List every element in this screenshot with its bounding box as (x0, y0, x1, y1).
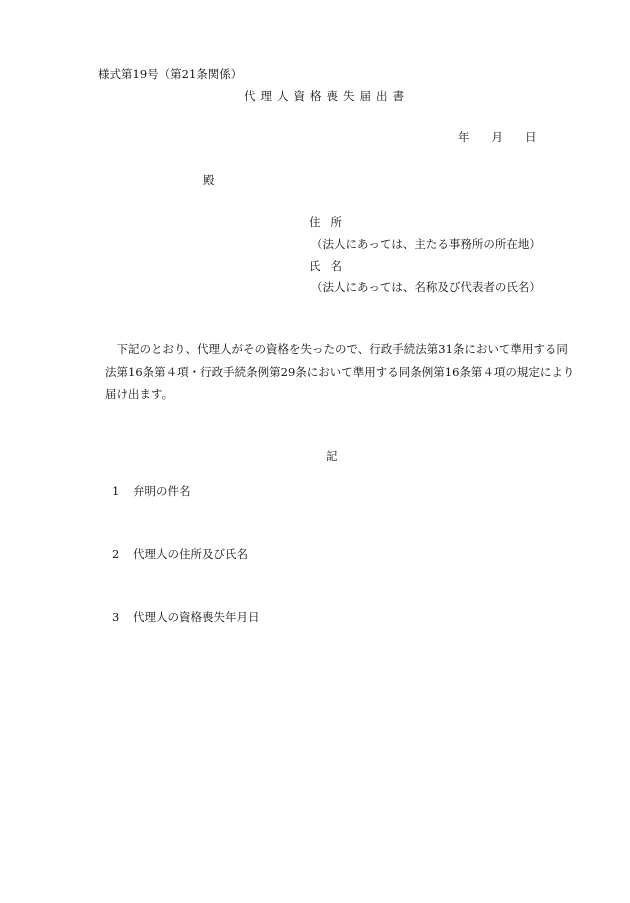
date-year: 年 (458, 130, 470, 144)
ki-heading: 記 (326, 449, 338, 463)
date-line (458, 129, 537, 145)
body-paragraph: 下記のとおり、代理人がその資格を失ったので、行政手続法第31条において準用する同法第16条第４項・行政手続条例第29条において準用する同条例第16条第４項の規定により届け出ます。 (105, 342, 575, 401)
name-label: 氏名 (309, 259, 352, 273)
address-label: 住所 (309, 215, 352, 229)
list-item (112, 609, 260, 625)
item-label: 代理人の資格喪失年月日 (133, 610, 260, 624)
date-day: 日 (525, 130, 537, 144)
item-number: 2 (112, 547, 120, 561)
item-label: 代理人の住所及び氏名 (133, 547, 248, 561)
date-month: 月 (491, 130, 503, 144)
item-label: 弁明の件名 (133, 484, 191, 498)
list-item (112, 483, 191, 499)
form-number: 様式第19号（第21条関係） (98, 67, 243, 81)
list-item (112, 546, 248, 562)
address-note: （法人にあっては、主たる事務所の所在地） (311, 237, 541, 251)
item-number: 1 (112, 484, 120, 498)
item-number: 3 (112, 610, 120, 624)
document-title: 代理人資格喪失届出書 (244, 89, 409, 103)
name-note: （法人にあっては、名称及び代表者の氏名） (311, 280, 541, 294)
addressee-suffix: 殿 (203, 173, 215, 187)
